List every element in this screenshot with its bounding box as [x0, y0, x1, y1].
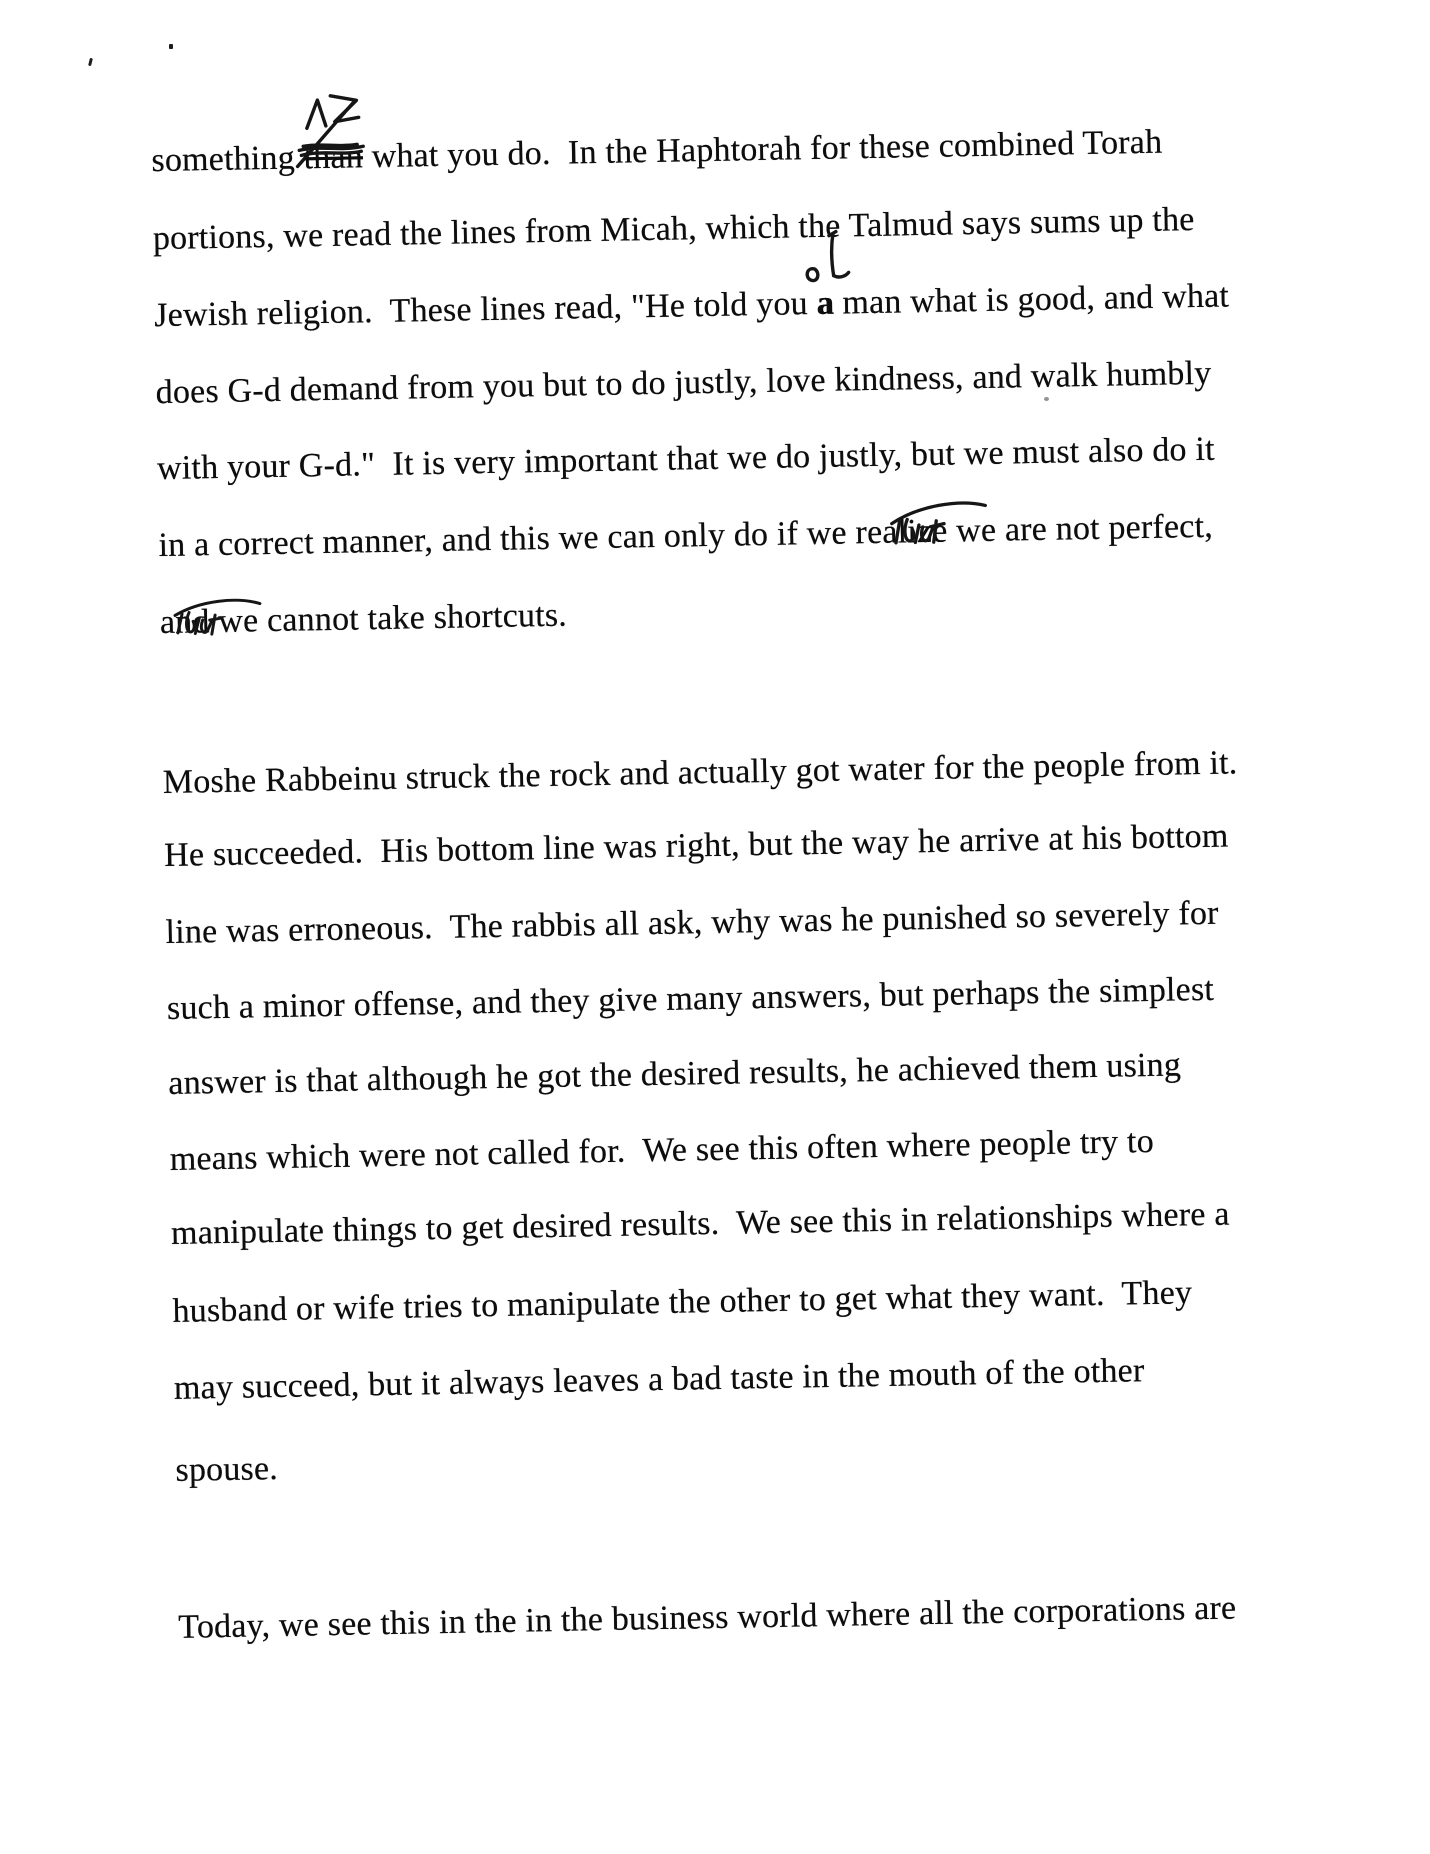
text-segment: Jewish religion. These lines read, "He told you	[153, 284, 817, 335]
text-line: manipulate things to get desired results. We see this in relationships where a	[170, 1195, 1230, 1252]
text-line	[158, 505, 1213, 568]
text-line: husband or wife tries to manipulate the other to get what they want. They	[172, 1274, 1193, 1330]
text-line	[160, 594, 568, 645]
text-line	[151, 121, 1163, 184]
text-line: means which were not called for. We see this often where people try to	[169, 1122, 1155, 1178]
text-segment: what you do. In the Haphtorah for these combined Torah	[362, 123, 1163, 176]
text-segment: we are not perfect,	[947, 507, 1214, 550]
text-line: such a minor offense, and they give many answers, but perhaps the simplest	[166, 970, 1215, 1027]
text-segment: something	[151, 139, 304, 180]
text-line: answer is that although he got the desired results, he achieved them using	[168, 1046, 1182, 1102]
crossed-out-word	[303, 135, 363, 180]
text-segment: and we cannot take shortcuts.	[159, 596, 568, 642]
text-segment: man what is good, and what	[833, 277, 1230, 322]
text-line: may succeed, but it always leaves a bad taste in the mouth of the other	[173, 1352, 1145, 1407]
deleted-word: than	[303, 138, 364, 177]
text-line: Moshe Rabbeinu struck the rock and actually got water for the people from it.	[162, 744, 1238, 802]
text-line: does G-d demand from you but to do justly, love kindness, and walk humbly	[155, 354, 1212, 412]
text-line: spouse.	[175, 1450, 279, 1489]
text-line: He succeeded. His bottom line was right, but the way he arrive at his bottom	[163, 817, 1229, 875]
overstruck-word-anchor	[816, 282, 834, 326]
text-line	[154, 274, 1230, 338]
text-line: with your G-d." It is very important that we do justly, but we must also do it	[156, 430, 1216, 488]
text-segment: in a correct manner, and this we can only do if we realize	[158, 512, 948, 565]
text-line: Today, we see this in the in the business world where all the corporations are	[177, 1589, 1237, 1646]
overstruck-letter: a	[816, 284, 835, 322]
text-line: portions, we read the lines from Micah, which the Talmud says sums up the	[152, 201, 1195, 258]
text-line: line was erroneous. The rabbis all ask, why was he punished so severely for	[165, 894, 1219, 951]
